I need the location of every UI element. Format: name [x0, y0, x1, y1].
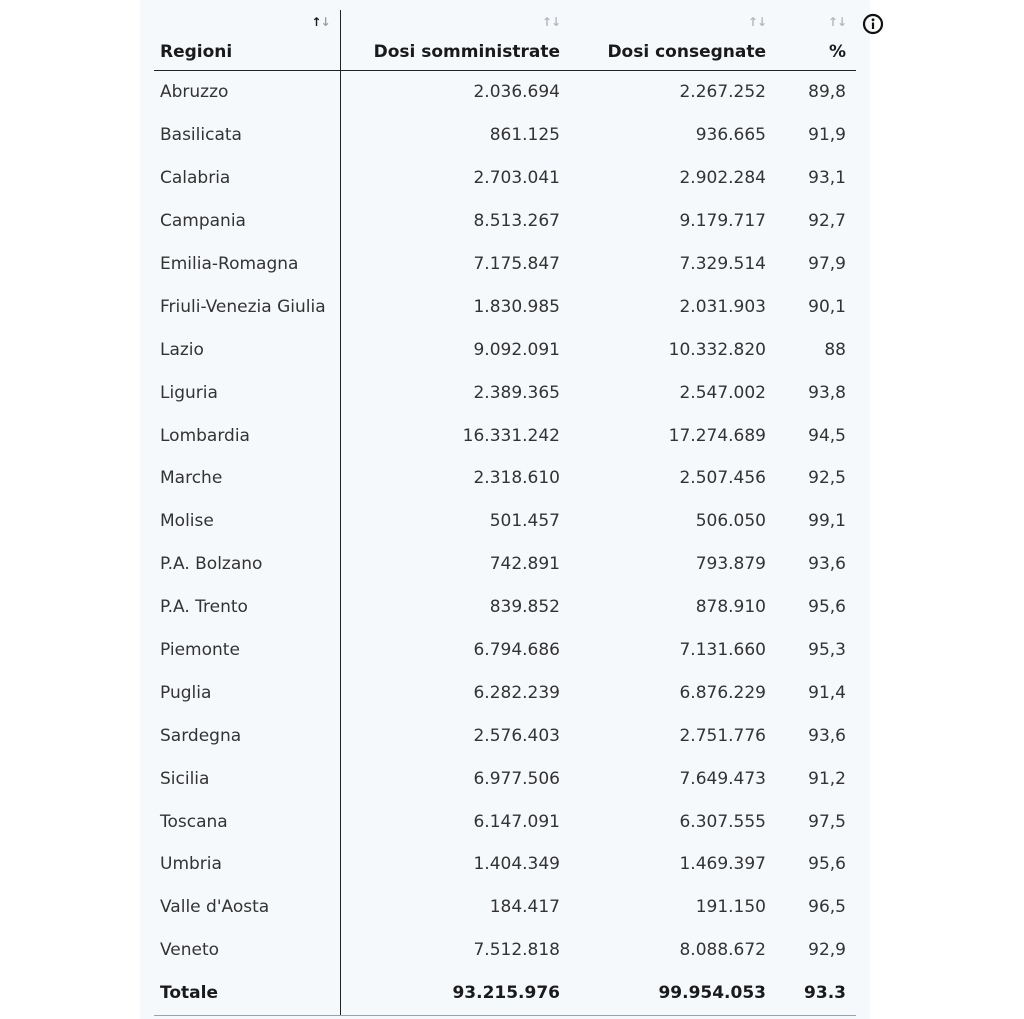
table-row	[154, 285, 856, 328]
cell-somministrate: 7.175.847	[473, 254, 560, 274]
column-header-percentuale[interactable]	[776, 10, 856, 71]
cell-percentuale: 97,9	[808, 254, 846, 274]
cell-regione: Puglia	[154, 671, 340, 714]
cell-consegnate: 506.050	[695, 511, 766, 532]
cell-somministrate: 9.092.091	[473, 339, 560, 360]
table-header-row	[154, 10, 856, 71]
cell-regione: Lazio	[154, 328, 340, 371]
cell-percentuale: 92,7	[808, 211, 846, 232]
table-row	[154, 714, 856, 757]
table-row	[154, 328, 856, 371]
cell-percentuale: 91,2	[808, 768, 846, 789]
cell-regione: Toscana	[154, 800, 340, 843]
cell-somministrate: 501.457	[489, 511, 560, 532]
cell-somministrate: 16.331.242	[462, 425, 560, 446]
cell-regione: P.A. Bolzano	[154, 543, 340, 586]
cell-regione: Totale	[154, 972, 340, 1015]
cell-percentuale: 97,5	[808, 811, 846, 832]
cell-consegnate: 2.902.284	[679, 168, 766, 189]
table-row	[154, 71, 856, 114]
table-row	[154, 671, 856, 714]
cell-regione: Campania	[154, 200, 340, 243]
cell-regione: Emilia-Romagna	[154, 243, 340, 286]
cell-percentuale: 95,6	[808, 854, 846, 875]
cell-consegnate: 191.150	[695, 897, 766, 918]
cell-percentuale: 92,9	[808, 940, 846, 961]
cell-regione: Calabria	[154, 157, 340, 200]
cell-regione: Marche	[154, 457, 340, 500]
cell-somministrate: 2.036.694	[473, 82, 560, 103]
sort-arrows-icon[interactable]: ↑↓	[747, 15, 766, 29]
cell-consegnate: 7.649.473	[679, 768, 766, 789]
cell-somministrate: 742.891	[489, 554, 560, 575]
cell-somministrate: 861.125	[489, 125, 560, 146]
vaccine-doses-table	[154, 10, 856, 1016]
column-header-regioni[interactable]	[154, 10, 340, 71]
table-row	[154, 457, 856, 500]
cell-somministrate: 6.282.239	[473, 682, 560, 703]
cell-percentuale: 96,5	[808, 897, 846, 918]
cell-percentuale: 89,8	[808, 82, 846, 103]
cell-somministrate: 839.852	[489, 597, 560, 618]
cell-consegnate: 2.507.456	[679, 468, 766, 489]
cell-somministrate: 2.318.610	[473, 468, 560, 489]
cell-percentuale: 93,8	[808, 382, 846, 403]
sort-arrows-icon[interactable]: ↑↓	[311, 15, 330, 29]
column-header-dosi-somministrate[interactable]	[340, 10, 570, 71]
cell-consegnate: 6.307.555	[679, 811, 766, 832]
cell-consegnate: 10.332.820	[668, 339, 766, 360]
table-row	[154, 929, 856, 972]
cell-regione: Umbria	[154, 843, 340, 886]
cell-percentuale: 99,1	[808, 511, 846, 532]
cell-percentuale: 95,3	[808, 640, 846, 661]
cell-consegnate: 17.274.689	[668, 425, 766, 446]
cell-consegnate: 6.876.229	[679, 682, 766, 703]
cell-percentuale: 93.3	[776, 972, 856, 1015]
cell-percentuale: 90,1	[808, 296, 846, 317]
table-row	[154, 800, 856, 843]
cell-regione: Liguria	[154, 371, 340, 414]
table-total-row	[154, 972, 856, 1015]
cell-regione: Valle d'Aosta	[154, 886, 340, 929]
table-row	[154, 886, 856, 929]
table-row	[154, 200, 856, 243]
table-row	[154, 114, 856, 157]
cell-regione: Veneto	[154, 929, 340, 972]
cell-percentuale: 91,9	[808, 125, 846, 146]
table-row	[154, 843, 856, 886]
cell-percentuale: 92,5	[808, 468, 846, 489]
cell-somministrate: 2.703.041	[473, 168, 560, 189]
cell-percentuale: 91,4	[808, 682, 846, 703]
cell-consegnate: 1.469.397	[679, 854, 766, 875]
cell-somministrate: 8.513.267	[473, 211, 560, 232]
table-row	[154, 586, 856, 629]
table-row	[154, 243, 856, 286]
cell-consegnate: 878.910	[695, 597, 766, 618]
cell-consegnate: 936.665	[695, 125, 766, 146]
sort-arrows-icon[interactable]: ↑↓	[827, 15, 846, 29]
cell-somministrate: 1.830.985	[473, 296, 560, 317]
table-row	[154, 500, 856, 543]
cell-consegnate: 2.267.252	[679, 82, 766, 103]
cell-consegnate: 2.751.776	[679, 725, 766, 746]
column-header-label: Dosi somministrate	[373, 42, 560, 62]
cell-consegnate: 793.879	[695, 554, 766, 575]
cell-consegnate: 2.031.903	[679, 296, 766, 317]
cell-percentuale: 93,1	[808, 168, 846, 189]
cell-regione: Sardegna	[154, 714, 340, 757]
cell-consegnate: 7.131.660	[679, 640, 766, 661]
column-header-label: Regioni	[160, 42, 233, 62]
column-header-label: %	[828, 42, 846, 62]
cell-percentuale: 88	[824, 339, 846, 360]
cell-regione: Friuli-Venezia Giulia	[154, 285, 340, 328]
table-row	[154, 371, 856, 414]
cell-somministrate: 6.147.091	[473, 811, 560, 832]
cell-regione: P.A. Trento	[154, 586, 340, 629]
sort-arrows-icon[interactable]: ↑↓	[541, 15, 560, 29]
cell-percentuale: 93,6	[808, 725, 846, 746]
table-row	[154, 757, 856, 800]
table-row	[154, 157, 856, 200]
cell-somministrate: 1.404.349	[473, 854, 560, 875]
table-row	[154, 414, 856, 457]
cell-somministrate: 2.576.403	[473, 725, 560, 746]
cell-regione: Sicilia	[154, 757, 340, 800]
cell-consegnate: 8.088.672	[679, 940, 766, 961]
cell-regione: Lombardia	[154, 414, 340, 457]
table-row	[154, 543, 856, 586]
cell-regione: Basilicata	[154, 114, 340, 157]
info-icon[interactable]	[862, 13, 884, 35]
cell-percentuale: 93,6	[808, 554, 846, 575]
cell-percentuale: 94,5	[808, 425, 846, 446]
cell-regione: Molise	[154, 500, 340, 543]
cell-regione: Piemonte	[154, 629, 340, 672]
cell-somministrate: 2.389.365	[473, 382, 560, 403]
cell-consegnate: 99.954.053	[570, 972, 776, 1015]
column-header-label: Dosi consegnate	[607, 42, 766, 62]
cell-somministrate: 6.794.686	[473, 640, 560, 661]
cell-consegnate: 2.547.002	[679, 382, 766, 403]
cell-consegnate: 9.179.717	[679, 211, 766, 232]
column-header-dosi-consegnate[interactable]	[570, 10, 776, 71]
cell-somministrate: 93.215.976	[340, 972, 570, 1015]
cell-consegnate: 7.329.514	[679, 254, 766, 274]
cell-somministrate: 6.977.506	[473, 768, 560, 789]
cell-regione: Abruzzo	[154, 71, 340, 114]
cell-somministrate: 184.417	[489, 897, 560, 918]
cell-percentuale: 95,6	[808, 597, 846, 618]
table-row	[154, 629, 856, 672]
cell-somministrate: 7.512.818	[473, 940, 560, 961]
